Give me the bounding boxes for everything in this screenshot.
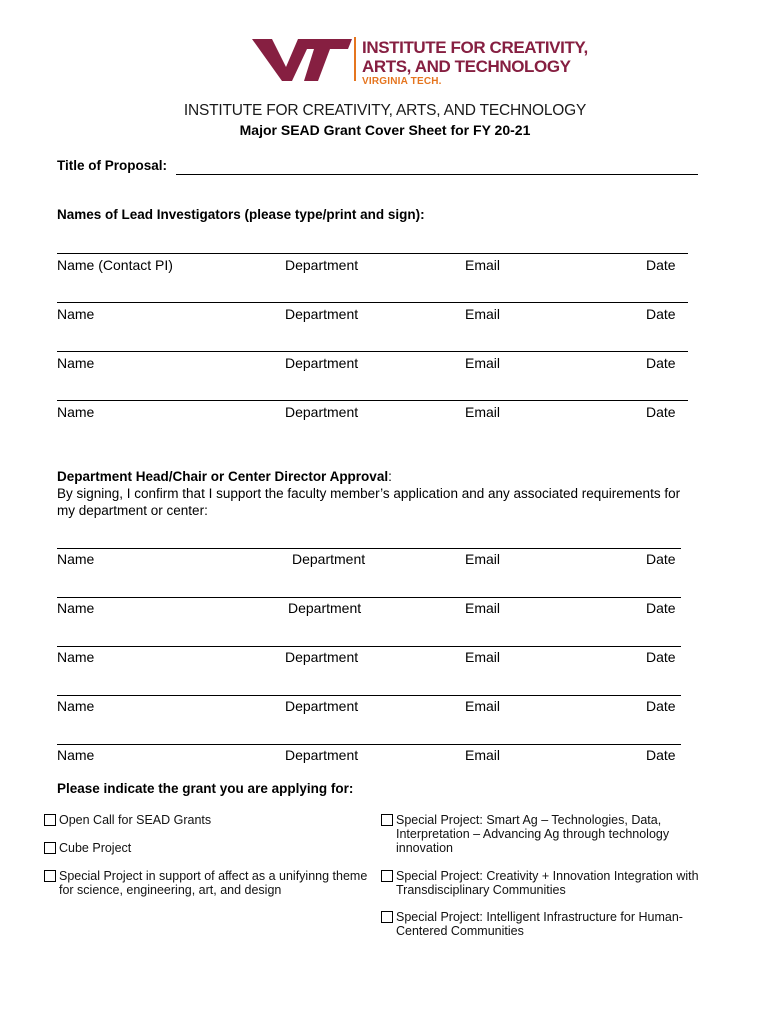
grant-option-infrastructure[interactable] [381, 910, 693, 938]
approver-department: Department [285, 649, 359, 665]
approver-date: Date [646, 649, 676, 665]
investigator-email: Email [465, 306, 501, 322]
investigator-department: Department [285, 355, 359, 371]
investigator-name: Name [57, 355, 95, 371]
grant-option-smart-ag[interactable] [381, 813, 681, 855]
investigator-signature-line[interactable] [57, 351, 688, 352]
checkbox[interactable] [44, 870, 56, 882]
approver-date: Date [646, 551, 676, 567]
investigator-department: Department [285, 306, 359, 322]
approver-signature-line[interactable] [57, 646, 681, 647]
logo-line2: ARTS, AND TECHNOLOGY [362, 57, 571, 76]
approver-email: Email [465, 551, 501, 567]
investigator-date: Date [646, 355, 676, 371]
checkbox[interactable] [381, 814, 393, 826]
approver-email: Email [465, 698, 501, 714]
logo-line3: VIRGINIA TECH. [362, 76, 442, 87]
investigator-department: Department [285, 257, 359, 273]
investigator-signature-line[interactable] [57, 400, 688, 401]
approver-name: Name [57, 600, 95, 616]
logo-divider [354, 37, 356, 81]
grant-heading: Please indicate the grant you are applying for: [57, 781, 354, 796]
investigator-email: Email [465, 257, 501, 273]
investigator-name: Name [57, 306, 95, 322]
investigator-date: Date [646, 306, 676, 322]
grant-option-label: Special Project: Creativity + Innovation Integration with Transdisciplinary Communities [396, 869, 699, 897]
checkbox[interactable] [44, 814, 56, 826]
approver-name: Name [57, 747, 95, 763]
approver-name: Name [57, 551, 95, 567]
approver-date: Date [646, 600, 676, 616]
approver-name: Name [57, 698, 95, 714]
investigator-date: Date [646, 404, 676, 420]
investigator-email: Email [465, 404, 501, 420]
approval-heading: Department Head/Chair or Center Director Approval [57, 469, 389, 484]
logo-line1: INSTITUTE FOR CREATIVITY, [362, 38, 588, 57]
approver-signature-line[interactable] [57, 695, 681, 696]
approval-section [57, 468, 697, 519]
grant-option-label: Special Project in support of affect as a unifyinng theme for science, engineering, art, and design [59, 869, 368, 897]
approver-department: Department [285, 698, 359, 714]
investigator-email: Email [465, 355, 501, 371]
institute-heading: INSTITUTE FOR CREATIVITY, ARTS, AND TECHNOLOGY [183, 102, 587, 119]
approver-signature-line[interactable] [57, 744, 681, 745]
checkbox[interactable] [381, 870, 393, 882]
investigator-signature-line[interactable] [57, 302, 688, 303]
approver-department: Department [292, 551, 366, 567]
checkbox[interactable] [381, 911, 393, 923]
approver-email: Email [465, 649, 501, 665]
approval-heading-colon: : [388, 469, 392, 484]
approver-signature-line[interactable] [57, 548, 681, 549]
approver-signature-line[interactable] [57, 597, 681, 598]
investigator-date: Date [646, 257, 676, 273]
grant-option-label: Special Project: Smart Ag – Technologies, Data, Interpretation – Advancing Ag through technology innovation [396, 813, 670, 855]
logo-text [362, 38, 588, 88]
approver-department: Department [285, 747, 359, 763]
grant-option-cube[interactable] [44, 841, 374, 855]
investigator-department: Department [285, 404, 359, 420]
grant-option-creativity[interactable] [381, 869, 703, 897]
investigator-signature-line[interactable] [57, 253, 688, 254]
approval-text: By signing, I confirm that I support the faculty member’s application and any associated requirements for my department or center: [57, 486, 681, 518]
grant-option-label: Cube Project [59, 841, 132, 855]
investigator-name: Name [57, 404, 95, 420]
approver-email: Email [465, 747, 501, 763]
investigators-heading: Names of Lead Investigators (please type/print and sign): [57, 207, 425, 222]
grant-option-open-call[interactable] [44, 813, 374, 827]
approver-date: Date [646, 747, 676, 763]
page-title: Major SEAD Grant Cover Sheet for FY 20-21 [239, 122, 531, 138]
grant-option-label: Open Call for SEAD Grants [59, 813, 212, 827]
approver-email: Email [465, 600, 501, 616]
approver-department: Department [288, 600, 362, 616]
approver-date: Date [646, 698, 676, 714]
investigator-name: Name (Contact PI) [57, 257, 173, 273]
grant-option-label: Special Project: Intelligent Infrastructure for Human-Centered Communities [396, 910, 683, 938]
proposal-title-field[interactable] [176, 174, 698, 175]
approver-name: Name [57, 649, 95, 665]
vt-logo-mark [252, 37, 352, 83]
grant-option-affect[interactable] [44, 869, 376, 897]
checkbox[interactable] [44, 842, 56, 854]
proposal-title-label: Title of Proposal: [57, 158, 168, 173]
